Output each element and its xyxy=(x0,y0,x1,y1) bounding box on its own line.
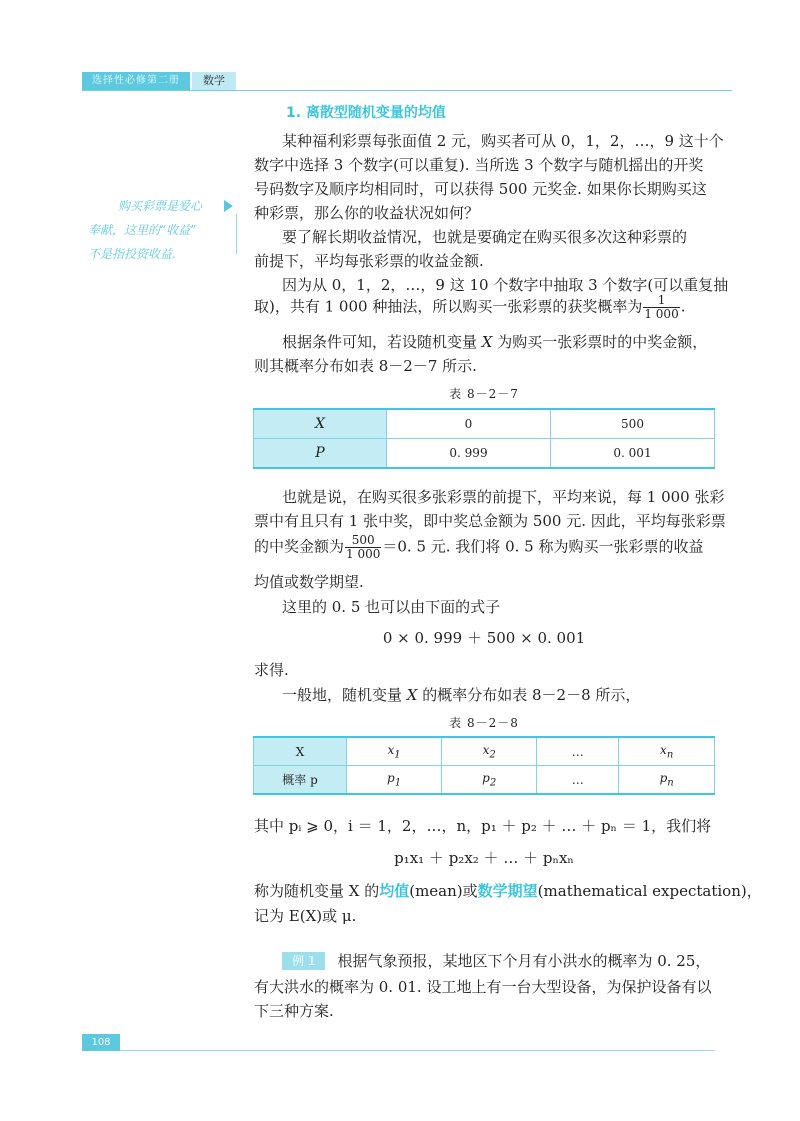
cell-subscript: 1 xyxy=(394,777,402,789)
body-text: (mean)或 xyxy=(409,882,478,900)
table-cell xyxy=(347,737,442,766)
cell-var: x xyxy=(660,742,667,757)
side-note-bar xyxy=(236,214,237,254)
table-header-cell: P xyxy=(254,439,387,469)
body-line: 也就是说，在购买很多张彩票的前提下，平均来说，每 1 000 张彩 xyxy=(282,488,725,506)
body-line: 记为 E(X)或 μ. xyxy=(254,907,357,925)
body-line xyxy=(282,684,640,705)
body-line: 因为从 0，1，2，…，9 这 10 个数字中抽取 3 个数字(可以重复抽 xyxy=(282,276,729,294)
example-line xyxy=(282,950,710,971)
body-line xyxy=(254,294,685,321)
body-text: 一般地，随机变量 xyxy=(282,686,407,704)
header-series-label: 选择性必修第二册 xyxy=(82,72,190,90)
body-text: 称为随机变量 X 的 xyxy=(254,882,380,900)
fraction-numerator: 1 xyxy=(643,294,679,308)
body-line xyxy=(282,331,707,352)
table-caption: 表 8－2－7 xyxy=(449,387,519,401)
body-text: 为购买一张彩票时的中奖金额， xyxy=(492,333,708,351)
cell-subscript: 1 xyxy=(394,749,401,761)
table-cell: … xyxy=(537,737,619,766)
math-variable: X xyxy=(481,333,493,351)
table-cell xyxy=(442,737,537,766)
body-text: 根据气象预报，某地区下个月有小洪水的概率为 0. 25， xyxy=(337,952,711,970)
probability-table-1 xyxy=(253,408,715,469)
cell-var: p xyxy=(482,770,490,785)
body-line: 均值或数学期望. xyxy=(254,573,364,591)
table-cell: 500 xyxy=(551,409,715,439)
body-text: . xyxy=(680,297,686,316)
side-note-line: 购买彩票是爱心 xyxy=(118,199,203,213)
body-text: (mathematical expectation)， xyxy=(537,882,762,900)
page-number: 108 xyxy=(82,1034,120,1051)
body-text: ＝0. 5 元. 我们将 0. 5 称为购买一张彩票的收益 xyxy=(382,537,704,556)
math-variable: X xyxy=(406,686,418,704)
side-note-line: 奉献，这里的“收益” xyxy=(88,223,197,237)
cell-var: p xyxy=(659,770,668,785)
fraction xyxy=(643,294,679,321)
table-header-cell: X xyxy=(254,409,387,439)
keyword-expectation: 数学期望 xyxy=(477,882,538,900)
keyword-mean: 均值 xyxy=(379,882,410,900)
cell-subscript: 2 xyxy=(489,777,497,789)
body-line: 票中有且只有 1 张中奖，即中奖总金额为 500 元. 因此，平均每张彩票 xyxy=(254,512,726,530)
body-line xyxy=(254,880,762,901)
table-cell: 0 xyxy=(387,409,551,439)
footer-rule xyxy=(120,1050,715,1051)
body-text: 根据条件可知，若设随机变量 xyxy=(282,333,482,351)
table-row xyxy=(254,409,715,439)
table-cell xyxy=(347,766,442,795)
body-line: 求得. xyxy=(254,661,289,679)
body-line: 下三种方案. xyxy=(254,1002,334,1020)
table-cell: 0. 001 xyxy=(551,439,715,469)
body-line: 号码数字及顺序均相同时，可以获得 500 元奖金. 如果你长期购买这 xyxy=(254,180,707,198)
body-line: 数字中选择 3 个数字(可以重复). 当所选 3 个数字与随机摇出的开奖 xyxy=(254,156,704,174)
table-row xyxy=(254,439,715,469)
body-line: 这里的 0. 5 也可以由下面的式子 xyxy=(282,598,501,616)
formula: 0 × 0. 999 ＋ 500 × 0. 001 xyxy=(382,629,586,647)
table-cell: 0. 999 xyxy=(387,439,551,469)
cell-var: x xyxy=(482,742,490,757)
table-row xyxy=(254,737,715,766)
table-cell: … xyxy=(537,766,619,795)
body-text: 取)，共有 1 000 种抽法，所以购买一张彩票的获奖概率为 xyxy=(254,297,643,316)
header-rule xyxy=(82,90,732,91)
table-cell xyxy=(619,737,715,766)
table-cell xyxy=(619,766,715,795)
cell-subscript: n xyxy=(666,749,674,761)
cell-subscript: n xyxy=(667,777,674,789)
side-note-pointer-icon xyxy=(224,200,233,212)
table-row xyxy=(254,766,715,795)
cell-subscript: 2 xyxy=(489,749,496,761)
fraction-numerator: 500 xyxy=(345,534,381,548)
body-line: 则其概率分布如表 8－2－7 所示. xyxy=(254,357,477,375)
formula: p₁x₁ ＋ p₂x₂ ＋ … ＋ pₙxₙ xyxy=(394,849,574,867)
fraction-denominator: 1 000 xyxy=(644,307,679,321)
table-header-cell: X xyxy=(254,737,347,766)
body-line: 其中 pᵢ ⩾ 0，i ＝ 1，2，…，n，p₁ ＋ p₂ ＋ … ＋ pₙ ＝ 1，我们将 xyxy=(254,817,712,835)
body-line: 前提下，平均每张彩票的收益金额. xyxy=(254,252,484,270)
table-header-cell: 概率 p xyxy=(254,766,347,795)
probability-table-2 xyxy=(253,736,715,795)
body-line: 有大洪水的概率为 0. 01. 设工地上有一台大型设备，为保护设备有以 xyxy=(254,978,712,996)
table-cell xyxy=(442,766,537,795)
fraction-denominator: 1 000 xyxy=(346,547,381,561)
fraction xyxy=(345,534,381,561)
side-note xyxy=(88,194,236,266)
body-text: 的中奖金额为 xyxy=(254,537,345,556)
cell-var: p xyxy=(387,770,395,785)
body-line: 要了解长期收益情况，也就是要确定在购买很多次这种彩票的 xyxy=(282,228,688,246)
body-line xyxy=(254,534,703,561)
header-subject-label: 数学 xyxy=(192,72,236,90)
body-line: 某种福利彩票每张面值 2 元，购买者可从 0，1，2，…，9 这十个 xyxy=(282,132,724,150)
example-tag: 例 1 xyxy=(282,952,325,970)
section-number: 1. xyxy=(286,105,302,121)
body-line: 种彩票，那么你的收益状况如何？ xyxy=(254,204,480,222)
cell-var: x xyxy=(387,742,395,757)
side-note-line: 不是指投资收益. xyxy=(88,247,176,261)
section-title-text: 离散型随机变量的均值 xyxy=(305,105,446,121)
table-caption: 表 8－2－8 xyxy=(449,716,519,730)
body-text: 的概率分布如表 8－2－8 所示， xyxy=(417,686,641,704)
section-title xyxy=(286,102,446,122)
